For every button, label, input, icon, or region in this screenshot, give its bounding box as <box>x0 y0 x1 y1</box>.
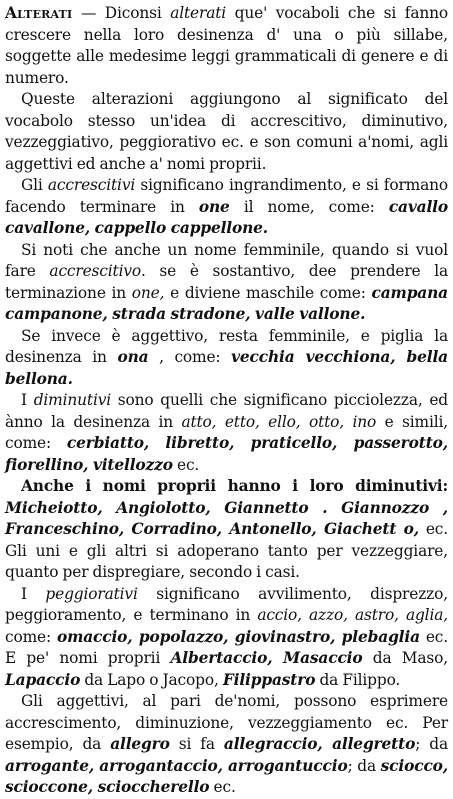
paragraph-alterati-definition <box>5 3 448 89</box>
italic-term: atto, etto, ello, otto, ino <box>181 412 377 431</box>
paragraph-feminine-adjectives <box>5 326 448 391</box>
italic-term: diminutivi <box>33 391 112 409</box>
paragraph-adjective-alterations <box>5 691 448 799</box>
word-examples: Albertaccio, Masaccio <box>170 649 363 667</box>
text-run: Si noti che anche un nome femminile, quando si vuol fare <box>5 240 448 280</box>
text-run: come: <box>5 627 57 646</box>
text-run: que' vocaboli che si fanno crescere nella loro desinenza d' una o più sillabe, soggette alle medesime leggi grammaticali di genere e di numero. <box>5 4 448 87</box>
word-examples: cerbiatto, libretto, praticello, passerotto, fiorellino, vitellozzo <box>5 434 449 474</box>
word-examples: vecchia vecchiona, bella bellona. <box>5 348 449 388</box>
text-run: — Diconsi <box>72 4 171 22</box>
paragraph-accrescitivi <box>5 175 448 240</box>
word-examples: Micheiotto, Angiolotto, Giannetto . Giannozzo , Franceschino, Corradino, Antonello, Giachett o, <box>5 498 448 538</box>
text-run: ec. E pe' nomi proprii <box>5 627 449 667</box>
word-examples: omaccio, popolazzo, giovinastro, plebaglia <box>56 627 420 646</box>
italic-term: accio, azzo, astro, aglia, <box>257 606 448 624</box>
word-examples: arrogante, arrogantaccio, arrogantuccio <box>5 756 348 775</box>
text-run: ec. Gli uni e gli altri si adoperano tanto per vezzeggiare, quanto per dispregiare, secondo i casi. <box>5 520 449 581</box>
paragraph-peggiorativi <box>5 584 448 692</box>
text-run: ; da <box>347 756 381 775</box>
italic-term: alterati <box>170 4 227 22</box>
italic-term: peggiorativi <box>45 584 138 603</box>
text-run: Se invece è aggettivo, resta femminile, e piglia la desinenza in <box>5 326 448 366</box>
text-run: Gli <box>21 176 48 194</box>
text-run: da Maso, <box>362 649 448 667</box>
paragraph-alterations <box>5 89 448 175</box>
paragraph-proper-name-diminutives <box>5 476 448 584</box>
text-run: ec. <box>209 778 236 796</box>
text-run: significano ingrandimento, e si formano facendo terminare in <box>5 176 448 216</box>
word-examples: Filippastro <box>222 670 316 689</box>
word-examples: allegro <box>110 735 170 753</box>
text-run: Gli aggettivi, al pari de'nomi, possono esprimere accrescimento, diminuzione, vezzeggiamento ec. Per esempio, da <box>5 692 448 753</box>
word-examples: Lapaccio <box>5 670 81 689</box>
text-run: si fa <box>169 735 224 753</box>
text-run: e simili, come: <box>5 412 448 452</box>
text-run: ec. <box>172 455 200 474</box>
text-run: da Lapo o Jacopo, <box>80 670 223 689</box>
text-run: I <box>21 584 46 603</box>
entry-headword: Alterati <box>5 4 73 22</box>
text-run: significano avvilimento, disprezzo, peggioramento, e terminano in <box>5 584 448 624</box>
italic-term: accrescitivo <box>49 262 142 280</box>
suffix-example: one <box>198 197 230 216</box>
text-run: . se è sostantivo, dee prendere la terminazione in <box>5 262 448 302</box>
italic-term: accrescitivi <box>47 176 136 194</box>
bold-statement: Anche i nomi proprii hanno i loro diminutivi: <box>21 477 448 495</box>
text-run: , come: <box>148 348 232 366</box>
text-run: da Filippo. <box>315 670 401 689</box>
text-run: ; da <box>415 735 448 753</box>
word-examples: sciocco, scioccone, scioccherello <box>5 756 448 796</box>
suffix-example: ona <box>117 348 149 366</box>
text-run: Queste alterazioni aggiungono al significato del vocabolo stesso un'idea di accrescitivo, diminutivo, vezzeggiativo, peggiorativo ec. e son comuni a'nomi, agli aggettivi ed anche a' nomi proprii. <box>5 90 448 173</box>
paragraph-diminutivi <box>5 390 448 476</box>
text-run: I <box>21 391 34 409</box>
text-run: e diviene maschile come: <box>164 283 372 302</box>
italic-term: one, <box>131 283 165 302</box>
word-examples: campana campanone, strada stradone, valle vallone. <box>5 283 448 323</box>
text-run: il nome, come: <box>229 197 389 216</box>
word-examples: allegraccio, allegretto <box>223 735 416 753</box>
text-run: sono quelli che significano picciolezza, ed ànno la desinenza in <box>5 391 449 431</box>
paragraph-feminine-nouns <box>5 240 448 326</box>
word-examples: cavallo cavallone, cappello cappellone. <box>5 197 448 237</box>
